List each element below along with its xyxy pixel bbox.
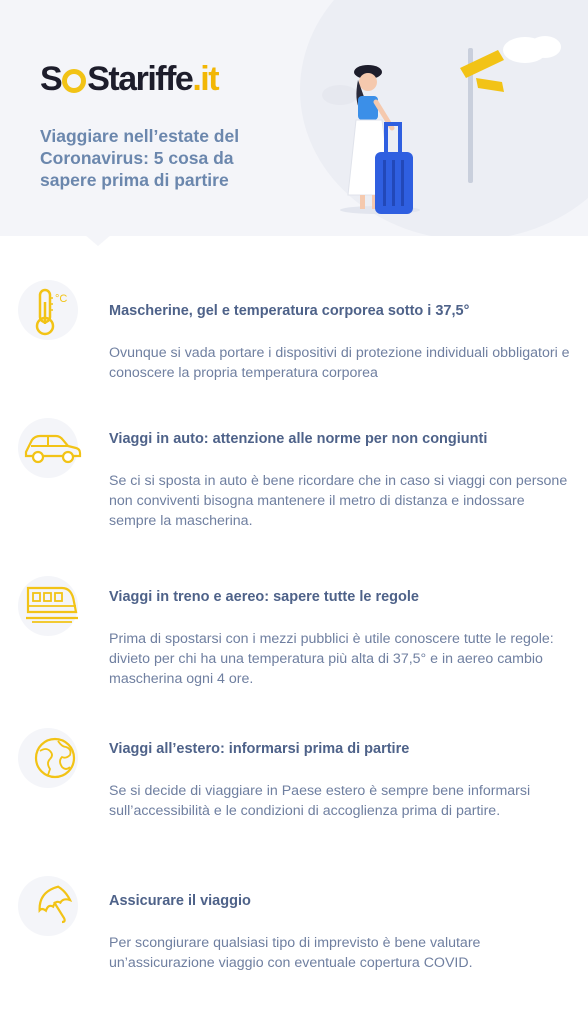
tip-icon-wrapper: [18, 576, 78, 636]
tip-title: Viaggi all’estero: informarsi prima di partire: [109, 741, 410, 757]
traveler-illustration: [320, 20, 588, 230]
tip-body: Ovunque si vada portare i dispositivi di protezione individuali obbligatori e conoscere la propria temperatura corporea: [109, 345, 570, 381]
tip-body: Se ci si sposta in auto è bene ricordare che in caso si viaggi con persone non conviventi bisogna mantenere il metro di distanza e indossare sempre la mascherina.: [109, 473, 568, 529]
header-banner: [0, 0, 588, 236]
train-icon: [22, 582, 78, 626]
thermometer-icon: [28, 288, 72, 336]
tip-body: Prima di spostarsi con i mezzi pubblici è utile conoscere tutte le regole: divieto per chi ha una temperatura più alta di 37,5° e in aereo cambio mascherina ogni 4 ore.: [109, 631, 554, 687]
tip-icon-wrapper: [18, 280, 78, 340]
car-icon: [22, 426, 82, 470]
logo-wordmark: Stariffe: [87, 60, 193, 98]
globe-icon: [32, 735, 78, 781]
tip-icon-wrapper: [18, 728, 78, 788]
tip-body: Se si decide di viaggiare in Paese estero è sempre bene informarsi sull’accessibilità e le condizioni di accoglienza prima di partire.: [109, 783, 531, 819]
tip-icon-wrapper: [18, 418, 78, 478]
header-pointer: [84, 234, 112, 246]
page-headline: Viaggiare nell’estate del Coronavirus: 5 cosa da sapere prima di partire: [40, 126, 240, 190]
celsius-label: °C: [55, 293, 68, 305]
tip-title: Mascherine, gel e temperatura corporea sotto i 37,5°: [109, 303, 470, 319]
sostariffe-logo[interactable]: [40, 60, 218, 99]
umbrella-icon: [32, 882, 78, 928]
tip-title: Viaggi in auto: attenzione alle norme per non congiunti: [109, 431, 488, 447]
tip-title: Viaggi in treno e aereo: sapere tutte le regole: [109, 589, 419, 605]
tip-icon-wrapper: [18, 876, 78, 936]
tip-title: Assicurare il viaggio: [109, 893, 251, 909]
logo-letter-s: S: [40, 60, 62, 98]
tip-body: Per scongiurare qualsiasi tipo di imprevisto è bene valutare un’assicurazione viaggio con eventuale copertura COVID.: [109, 935, 481, 971]
logo-domain: .it: [192, 60, 219, 98]
logo-ring-icon: [62, 69, 86, 93]
